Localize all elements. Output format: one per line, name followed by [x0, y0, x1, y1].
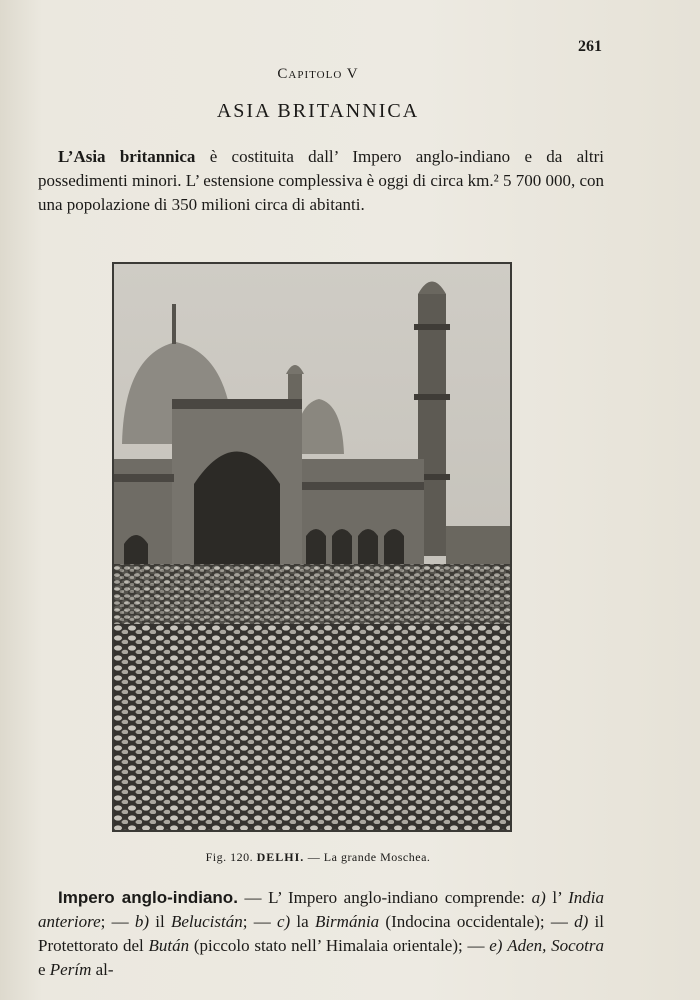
item-a-label: a) — [531, 888, 546, 907]
item-c-note: (Indocina occidentale); — — [379, 912, 575, 931]
item-a-text: l’ — [545, 888, 569, 907]
caption-prefix: Fig. 120. — [205, 850, 254, 864]
figure-photo — [112, 262, 512, 832]
item-c-label: c) — [276, 912, 291, 931]
figure-caption — [0, 850, 636, 865]
item-b-text: il — [149, 912, 171, 931]
item-e-tail: al- — [91, 960, 114, 979]
item-d-name: Bután — [148, 936, 190, 955]
intro-paragraph — [38, 145, 604, 217]
page-title: ASIA BRITANNICA — [216, 100, 420, 122]
item-e-last: Perím — [49, 960, 92, 979]
section-heading: Impero anglo-indiano. — [58, 888, 238, 907]
item-d-text: il Protettorato del — [38, 912, 604, 955]
item-c-text: la — [290, 912, 315, 931]
chapter-label: Capitolo V — [277, 66, 359, 82]
item-b-name: Belucistán — [170, 912, 243, 931]
intro-text: è costituita dall’ Impero anglo-indiano e da altri possedimenti minori. L’ estensione complessiva è oggi di circa km.² 5 700 000, con una popolazione di 350 milioni circa di abitanti. — [38, 147, 604, 214]
intro-bold-lead: L’Asia britannica — [58, 147, 196, 166]
item-e-and: e — [38, 960, 50, 979]
mosque-photo-illustration — [114, 264, 510, 830]
caption-place: DELHI. — [256, 850, 305, 864]
caption-text: — La grande Moschea. — [307, 850, 431, 864]
item-d-note: (piccolo stato nell’ Himalaia orientale); — — [189, 936, 490, 955]
item-e-label: e) — [489, 936, 503, 955]
item-b-label: b) — [134, 912, 150, 931]
separator-2: ; — — [242, 912, 277, 931]
item-e-names: Aden, Socotra — [507, 936, 604, 955]
page-number: 261 — [578, 38, 602, 55]
item-a-name: India anteriore — [38, 888, 604, 931]
separator-1: ; — — [100, 912, 135, 931]
section-paragraph — [38, 886, 604, 982]
item-d-label: d) — [574, 912, 589, 931]
section-p1: — L’ Impero anglo-indiano comprende: — [237, 888, 532, 907]
item-c-name: Birmánia — [314, 912, 380, 931]
